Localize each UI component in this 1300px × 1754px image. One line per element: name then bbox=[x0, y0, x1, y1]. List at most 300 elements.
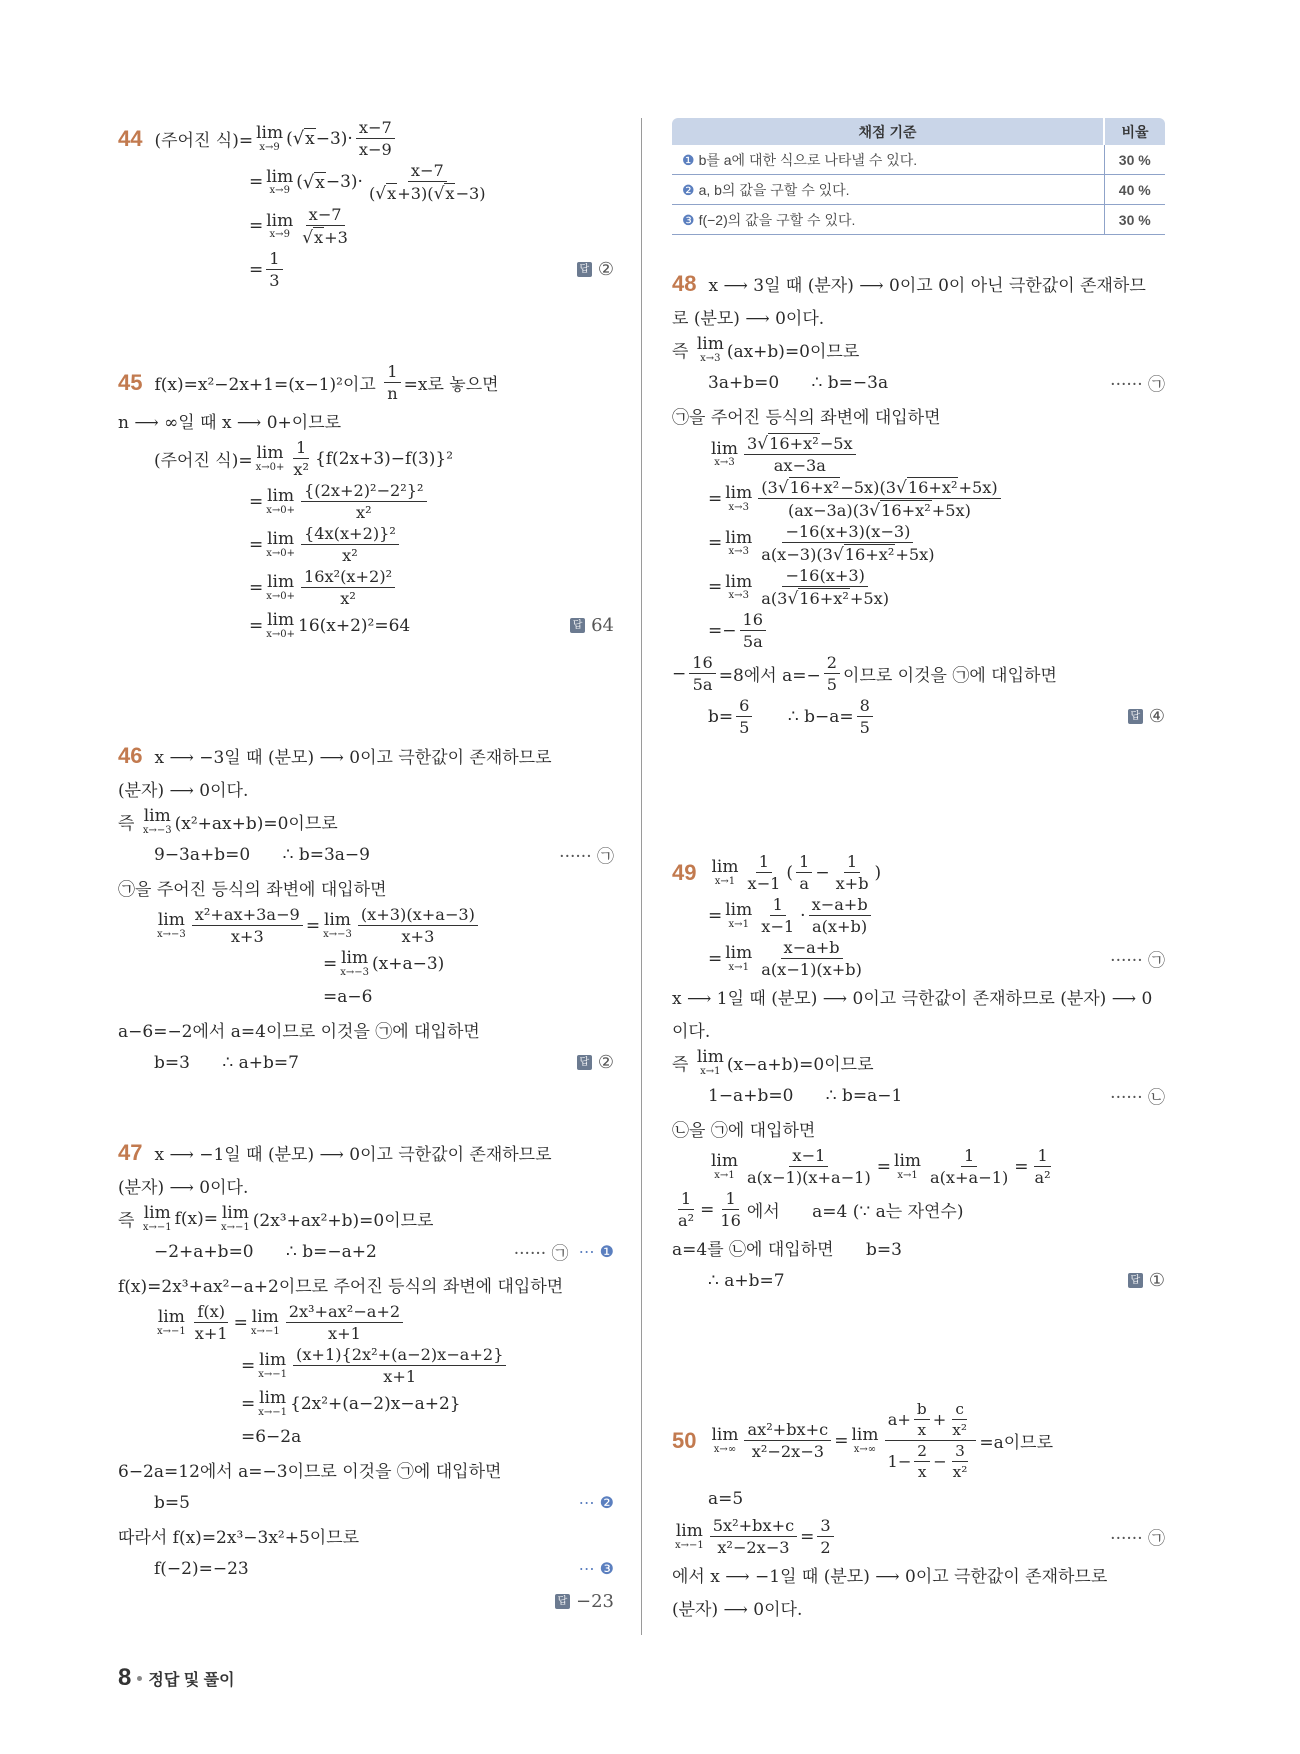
denominator bbox=[758, 543, 937, 564]
criteria-ratio: 30 % bbox=[1104, 205, 1165, 235]
numerator bbox=[744, 1420, 831, 1441]
math-text: a=4를 ㉡에 대입하면 b=3 bbox=[672, 1240, 902, 1260]
math-text: 3a+b=0 ∴ b=−3a bbox=[708, 372, 889, 393]
limit-subscript: x→−1 bbox=[142, 1221, 172, 1233]
limit bbox=[894, 1152, 921, 1181]
solution-line bbox=[118, 1520, 614, 1551]
limit-subscript: x→1 bbox=[728, 961, 749, 973]
math-text: (주어진 식)= bbox=[154, 451, 253, 471]
limit-subscript: x→3 bbox=[728, 501, 749, 513]
answer-value: −23 bbox=[576, 1591, 614, 1612]
limit bbox=[266, 168, 293, 197]
denominator bbox=[744, 873, 783, 893]
numerator bbox=[914, 1442, 930, 1462]
lim-word: lim bbox=[256, 443, 284, 464]
fraction bbox=[358, 905, 478, 946]
answer bbox=[577, 259, 614, 280]
numerator bbox=[301, 567, 395, 588]
math-text: 16 bbox=[720, 1211, 741, 1230]
limit bbox=[323, 911, 352, 940]
numerator bbox=[952, 1442, 968, 1462]
numerator bbox=[356, 118, 395, 139]
answer bbox=[555, 1591, 614, 1612]
criteria-text-cell bbox=[672, 175, 1104, 205]
solution-line bbox=[118, 1203, 614, 1234]
math-text: 5x²+bx+c bbox=[712, 1516, 795, 1535]
fraction bbox=[356, 118, 395, 159]
math-text: 1 bbox=[758, 852, 770, 871]
fraction bbox=[758, 522, 937, 564]
limit-subscript: x→3 bbox=[728, 590, 749, 602]
math-text: (x²+ax+b)=0이므로 bbox=[174, 814, 338, 834]
limit bbox=[256, 124, 283, 153]
limit-subscript: x→1 bbox=[714, 1169, 735, 1181]
math-text: x−1 bbox=[792, 1146, 826, 1165]
limit bbox=[725, 944, 752, 973]
radical-sign-icon: √ bbox=[302, 227, 314, 247]
fraction bbox=[796, 852, 812, 893]
math-text: 1 bbox=[799, 852, 810, 871]
limit bbox=[697, 335, 724, 364]
radicand: x bbox=[445, 184, 455, 203]
math-text: (2x³+ax²+b)=0이므로 bbox=[252, 1211, 434, 1231]
limit bbox=[258, 1351, 287, 1380]
math-text: x² bbox=[342, 546, 358, 565]
criteria-header: 채점 기준 bbox=[672, 118, 1104, 145]
line-annotation bbox=[579, 1559, 614, 1578]
fraction bbox=[192, 1302, 231, 1343]
solution-line bbox=[672, 334, 1165, 365]
math-text: 1 bbox=[772, 895, 783, 914]
answer-icon: 답 bbox=[577, 1055, 592, 1070]
lim-word: lim bbox=[711, 1151, 738, 1172]
math-text: 5 bbox=[859, 718, 870, 737]
lim-word: lim bbox=[341, 948, 369, 969]
denominator bbox=[796, 873, 812, 893]
math-text: 즉 bbox=[672, 1055, 694, 1075]
denominator bbox=[927, 1167, 1011, 1187]
denominator bbox=[950, 1462, 971, 1481]
page-number: 8 bbox=[118, 1664, 132, 1691]
math-text: 로 (분모) ⟶ 0이다. bbox=[672, 309, 825, 329]
math-text: =a−6 bbox=[323, 986, 373, 1007]
limit bbox=[675, 1522, 704, 1551]
math-text: = bbox=[249, 615, 264, 636]
math-text: 5 bbox=[826, 675, 838, 694]
lim-word: lim bbox=[894, 1151, 922, 1172]
lim-word: lim bbox=[851, 1425, 879, 1446]
solution-line bbox=[672, 1146, 1165, 1187]
math-text: a² bbox=[678, 1211, 695, 1230]
solution-line bbox=[672, 1080, 1165, 1111]
answer-value: ② bbox=[597, 1052, 614, 1073]
line-annotation bbox=[1110, 946, 1165, 971]
answer-icon: 답 bbox=[570, 618, 585, 633]
section-label: 정답 및 풀이 bbox=[148, 1671, 235, 1689]
denominator bbox=[758, 587, 892, 608]
fraction bbox=[299, 205, 351, 247]
math-text: = bbox=[834, 1430, 849, 1451]
limit bbox=[157, 911, 186, 940]
numerator bbox=[789, 1146, 828, 1167]
answer-icon: 답 bbox=[1128, 709, 1143, 724]
math-text: =x로 놓으면 bbox=[403, 375, 499, 395]
limit bbox=[266, 573, 295, 602]
math-text: (3 bbox=[761, 477, 778, 497]
radical-sign-icon: √ bbox=[302, 171, 315, 193]
numerator bbox=[710, 1516, 797, 1537]
solution-line bbox=[118, 1345, 614, 1386]
math-text: (x+a−3) bbox=[372, 953, 445, 974]
lim-word: lim bbox=[711, 438, 738, 459]
solution-line bbox=[672, 1232, 1165, 1263]
solution-line bbox=[118, 118, 614, 159]
math-text: 16 bbox=[742, 610, 764, 629]
lim-word: lim bbox=[711, 1425, 739, 1446]
math-text: 1 bbox=[680, 1189, 692, 1208]
denominator bbox=[192, 1323, 231, 1343]
math-text: x² bbox=[355, 503, 372, 522]
radicand: 16+x² bbox=[799, 589, 849, 608]
math-text: b=3 ∴ a+b=7 bbox=[154, 1052, 299, 1073]
math-text: a(x−3)(3 bbox=[761, 544, 833, 564]
math-text: ax−3a bbox=[773, 456, 826, 475]
answer-value: 64 bbox=[591, 615, 614, 636]
equation-marker: ······ ㉠ bbox=[1110, 1529, 1165, 1549]
math-text: 즉 bbox=[672, 342, 694, 362]
fraction bbox=[758, 566, 892, 608]
fraction bbox=[927, 1146, 1011, 1187]
numerator bbox=[744, 433, 856, 455]
numerator bbox=[384, 362, 400, 383]
fraction bbox=[736, 696, 752, 737]
limit-subscript: x→∞ bbox=[713, 1443, 737, 1455]
radicand: x bbox=[315, 172, 325, 193]
fraction bbox=[857, 696, 873, 737]
lim-word: lim bbox=[143, 806, 171, 827]
solution-line bbox=[672, 1483, 1165, 1514]
solution-line bbox=[672, 268, 1165, 299]
fraction bbox=[824, 653, 840, 694]
math-text: x−1 bbox=[747, 874, 781, 893]
answer bbox=[1128, 1270, 1165, 1291]
solution-line bbox=[118, 1388, 614, 1419]
square-root bbox=[757, 433, 819, 453]
solution-line bbox=[672, 1400, 1165, 1481]
math-text: n bbox=[387, 384, 398, 403]
solution-line bbox=[118, 948, 614, 979]
math-text: −5x)(3 bbox=[840, 477, 897, 497]
lim-word: lim bbox=[725, 483, 753, 504]
numerator bbox=[736, 696, 752, 717]
solution-line bbox=[672, 1047, 1165, 1078]
numerator bbox=[194, 1302, 228, 1323]
lim-word: lim bbox=[696, 1047, 724, 1068]
lim-word: lim bbox=[711, 857, 739, 878]
math-text: (ax+b)=0이므로 bbox=[726, 342, 860, 362]
math-text: x² bbox=[952, 1421, 968, 1439]
lim-word: lim bbox=[696, 334, 724, 355]
denominator bbox=[915, 1420, 930, 1439]
grading-criteria-table bbox=[672, 118, 1165, 235]
limit-subscript: x→9 bbox=[259, 141, 280, 153]
math-text: (분자) ⟶ 0이다. bbox=[118, 1178, 249, 1198]
limit-subscript: x→−1 bbox=[157, 1325, 186, 1337]
solution-line bbox=[118, 362, 614, 403]
denominator bbox=[325, 1323, 364, 1343]
numerator bbox=[756, 852, 772, 873]
problem-44 bbox=[118, 116, 614, 292]
denominator bbox=[884, 1441, 976, 1481]
solution-line bbox=[672, 1113, 1165, 1144]
answer-value: ② bbox=[597, 259, 614, 280]
math-text: x bbox=[917, 1421, 927, 1439]
denominator bbox=[353, 502, 375, 522]
numerator bbox=[952, 1400, 967, 1420]
denominator bbox=[266, 270, 282, 290]
numerator bbox=[293, 438, 309, 459]
limit bbox=[711, 858, 738, 887]
numerator bbox=[809, 895, 871, 916]
limit bbox=[266, 212, 293, 241]
bullet-dot bbox=[137, 1676, 142, 1681]
math-text: +5x) bbox=[958, 477, 998, 497]
math-text: −16(x+3)(x−3) bbox=[785, 522, 911, 541]
math-text: x²+ax+3a−9 bbox=[194, 905, 300, 924]
math-text: = bbox=[249, 491, 264, 512]
denominator bbox=[675, 1210, 697, 1230]
solution-line bbox=[118, 1170, 614, 1201]
line-annotation bbox=[559, 842, 614, 867]
answer-icon: 답 bbox=[555, 1594, 570, 1609]
math-text: (x+3)(x+a−3) bbox=[360, 905, 475, 924]
solution-line bbox=[118, 1014, 614, 1045]
math-text: 2x³+ax²−a+2 bbox=[288, 1302, 401, 1321]
solution-line bbox=[672, 400, 1165, 431]
denominator bbox=[356, 139, 395, 159]
solution-line bbox=[118, 1454, 614, 1485]
limit bbox=[711, 1426, 738, 1455]
equation-marker: ······ ㉡ bbox=[1110, 1088, 1165, 1108]
limit-subscript: x→9 bbox=[269, 185, 290, 197]
problem-number: 50 bbox=[672, 1427, 697, 1453]
numerator bbox=[408, 161, 447, 182]
limit-subscript: x→−1 bbox=[258, 1368, 288, 1380]
math-text: a bbox=[799, 874, 809, 893]
math-text: (분자) ⟶ 0이다. bbox=[118, 781, 249, 801]
fraction bbox=[950, 1442, 971, 1481]
limit-subscript: x→−1 bbox=[220, 1221, 250, 1233]
math-text: a=5 bbox=[708, 1488, 744, 1509]
solution-line bbox=[672, 301, 1165, 332]
solution-line bbox=[118, 905, 614, 946]
lim-word: lim bbox=[675, 1521, 703, 1542]
math-text: 1 bbox=[846, 852, 858, 871]
radical-sign-icon: √ bbox=[869, 500, 881, 520]
solution-line bbox=[118, 205, 614, 247]
math-text: {(2x+2)²−2²}² bbox=[304, 481, 424, 500]
math-text: x+3 bbox=[230, 927, 264, 946]
math-text: = bbox=[800, 1526, 815, 1547]
denominator bbox=[380, 1366, 419, 1386]
limit-subscript: x→−3 bbox=[142, 824, 172, 836]
math-text: x+1 bbox=[194, 1324, 228, 1343]
solution-line bbox=[672, 1265, 1165, 1296]
math-text: = bbox=[249, 172, 264, 192]
radicand: 16+x² bbox=[907, 478, 958, 497]
limit-subscript: x→0+ bbox=[266, 628, 296, 640]
math-text: a(3 bbox=[761, 588, 788, 608]
numerator bbox=[844, 852, 860, 873]
radical-sign-icon: √ bbox=[832, 544, 844, 564]
math-text: −3)· bbox=[325, 172, 363, 192]
solution-line bbox=[118, 1586, 614, 1617]
limit bbox=[340, 949, 369, 978]
limit-subscript: x→3 bbox=[728, 546, 749, 558]
math-text: f(x)=x²−2x+1=(x−1)²이고 bbox=[154, 375, 382, 395]
numerator bbox=[770, 895, 786, 916]
radicand: 16+x² bbox=[881, 501, 931, 520]
math-text: a(x+b) bbox=[812, 917, 868, 936]
math-text: f(−2)=−23 bbox=[154, 1558, 249, 1579]
math-text: 16 bbox=[692, 653, 713, 672]
math-text: x−7 bbox=[410, 161, 444, 180]
fraction bbox=[675, 1189, 697, 1230]
denominator bbox=[817, 1537, 833, 1557]
math-text: −3) bbox=[455, 183, 486, 203]
solution-line bbox=[118, 161, 614, 203]
math-text: = bbox=[323, 953, 338, 974]
numerator bbox=[301, 524, 399, 545]
math-text: 즉 bbox=[118, 1211, 140, 1231]
criteria-row bbox=[672, 175, 1165, 205]
solution-line bbox=[672, 1592, 1165, 1623]
radicand: x bbox=[314, 228, 324, 247]
math-text: x² bbox=[340, 589, 356, 608]
math-text: b bbox=[916, 1400, 927, 1418]
math-text: 9−3a+b=0 ∴ b=3a−9 bbox=[154, 844, 370, 865]
math-text: = bbox=[876, 1156, 892, 1177]
fraction bbox=[914, 1400, 930, 1439]
denominator bbox=[714, 1537, 792, 1557]
math-text: +3 bbox=[324, 227, 348, 247]
fraction bbox=[744, 852, 783, 893]
limit bbox=[157, 1308, 186, 1337]
math-text: ax²+bx+c bbox=[747, 1420, 829, 1439]
lim-word: lim bbox=[267, 572, 295, 593]
grading-step-badge: ⋯ ❸ bbox=[579, 1559, 614, 1578]
math-text: 1 bbox=[964, 1146, 975, 1165]
math-text: 3 bbox=[955, 1442, 965, 1460]
lim-word: lim bbox=[725, 527, 753, 548]
math-text: a² bbox=[1034, 1168, 1051, 1187]
limit-subscript: x→−1 bbox=[675, 1539, 704, 1551]
limit-subscript: x→9 bbox=[269, 229, 290, 241]
limit bbox=[251, 1308, 280, 1337]
math-text: = bbox=[249, 216, 264, 236]
radicand: 16+x² bbox=[769, 434, 819, 453]
math-text: 5a bbox=[692, 675, 713, 694]
numerator bbox=[266, 249, 282, 270]
math-text: =8에서 a=− bbox=[718, 666, 821, 686]
line-annotation bbox=[579, 1493, 614, 1512]
denominator bbox=[717, 1210, 744, 1230]
square-root bbox=[303, 172, 326, 193]
math-text: f(x)=2x³+ax²−a+2이므로 주어진 등식의 좌변에 대입하면 bbox=[118, 1277, 564, 1297]
lim-word: lim bbox=[266, 166, 294, 187]
solution-line bbox=[118, 1269, 614, 1300]
line-annotation bbox=[577, 1052, 614, 1073]
square-root bbox=[787, 588, 849, 608]
math-text: 즉 bbox=[118, 814, 140, 834]
solution-line bbox=[672, 433, 1165, 475]
math-text: x−a+b bbox=[783, 938, 840, 957]
grading-step-badge: ❶ bbox=[682, 151, 695, 168]
denominator bbox=[1032, 1167, 1054, 1187]
numerator bbox=[961, 1146, 977, 1167]
math-text: = bbox=[708, 488, 723, 509]
math-text: n ⟶ ∞일 때 x ⟶ 0+이므로 bbox=[118, 413, 342, 433]
math-text: +5x) bbox=[895, 544, 935, 564]
math-text: a−6=−2에서 a=4이므로 이것을 ㉠에 대입하면 bbox=[118, 1022, 480, 1042]
problem-50 bbox=[672, 1398, 1165, 1625]
answer bbox=[577, 1052, 614, 1073]
math-text: x−7 bbox=[358, 118, 392, 137]
math-text: −5x bbox=[819, 433, 853, 453]
lim-word: lim bbox=[256, 123, 284, 144]
solution-line bbox=[672, 477, 1165, 520]
lim-word: lim bbox=[725, 943, 753, 964]
square-root bbox=[302, 227, 324, 247]
line-annotation bbox=[1128, 706, 1165, 727]
line-annotation bbox=[1110, 370, 1165, 395]
denominator bbox=[785, 499, 974, 520]
equation-marker: ······ ㉠ bbox=[559, 847, 614, 867]
numerator bbox=[796, 852, 812, 873]
math-text: − bbox=[672, 663, 687, 684]
solution-line bbox=[118, 438, 614, 479]
limit bbox=[851, 1426, 878, 1455]
lim-word: lim bbox=[259, 1388, 287, 1409]
solution-line bbox=[118, 1421, 614, 1452]
solution-line bbox=[672, 1559, 1165, 1590]
criteria-ratio: 30 % bbox=[1104, 145, 1165, 175]
limit bbox=[725, 901, 752, 930]
math-text: 6 bbox=[739, 696, 750, 715]
numerator bbox=[722, 1189, 738, 1210]
solution-line bbox=[672, 981, 1165, 1012]
math-text: x² bbox=[952, 1463, 968, 1481]
math-text: (분자) ⟶ 0이다. bbox=[672, 1600, 803, 1620]
fraction bbox=[1032, 1146, 1054, 1187]
solution-line bbox=[672, 1189, 1165, 1230]
math-text: x+1 bbox=[327, 1324, 361, 1343]
math-text: − bbox=[933, 1452, 947, 1471]
limit bbox=[266, 530, 295, 559]
square-root bbox=[375, 183, 397, 203]
limit-subscript: x→1 bbox=[728, 918, 749, 930]
math-text: ( bbox=[368, 183, 376, 203]
math-text: = bbox=[249, 534, 264, 555]
limit bbox=[143, 807, 172, 836]
denominator bbox=[833, 873, 872, 893]
line-annotation bbox=[1128, 1270, 1165, 1291]
fraction bbox=[758, 477, 1000, 520]
limit-subscript: x→0+ bbox=[266, 547, 296, 559]
denominator bbox=[758, 916, 797, 936]
math-text: +5x) bbox=[849, 588, 890, 608]
lim-word: lim bbox=[157, 1307, 185, 1328]
